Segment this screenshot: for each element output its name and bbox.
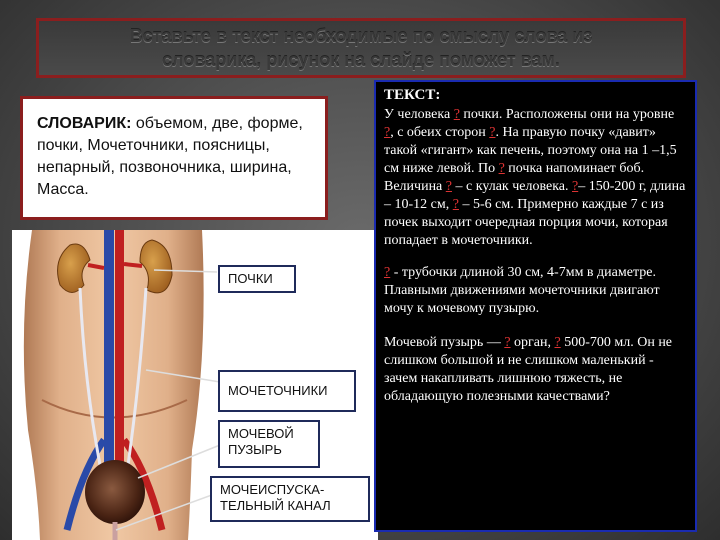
text-fragment: почки. Расположены они на уровне <box>459 107 675 122</box>
dictionary-box <box>20 96 328 220</box>
text-fragment: У человека <box>384 107 454 122</box>
text-fragment: – с кулак человека. <box>452 179 572 194</box>
label-urethra <box>210 476 370 522</box>
text-fragment: . На правую почку «давит» такой «гигант» как печень, поэтому она на 1 –1,5 см ниже левой. По <box>384 125 677 176</box>
text-fragment: , с обеих сторон <box>390 125 490 140</box>
text-fragment: почка напоминает боб. Величина <box>384 161 645 194</box>
text-heading: ТЕКСТ: <box>384 87 441 103</box>
text-paragraph-2 <box>384 264 687 318</box>
blank-marker: ? <box>453 107 460 122</box>
blank-marker: ? <box>384 125 391 140</box>
title-box <box>36 18 686 78</box>
aorta-shape <box>115 230 124 475</box>
slide-title-line1: Вставьте в текст необходимые по смыслу слова из <box>129 26 593 46</box>
label-ureters <box>218 370 356 412</box>
blank-marker: ? <box>489 125 496 140</box>
text-paragraph-3 <box>384 334 687 406</box>
label-kidneys <box>218 265 296 293</box>
slide-title <box>130 24 593 72</box>
blank-marker: ? <box>445 179 452 194</box>
label-ureters-text: МОЧЕТОЧНИКИ <box>228 383 328 398</box>
text-fragment: орган, <box>510 335 555 350</box>
text-fragment: – 5-6 см. Примерно каждые 7 с из почек выходит очередная порция мочи, которая попадает в мочеточники. <box>384 197 668 248</box>
text-fragment: 500-700 мл. Он не слишком большой и не слишком маленький - зачем накапливать лишнюю тяжесть, не обладающую полезными качествами? <box>384 335 673 404</box>
text-fragment: – 150-200 г, длина – 10-12 см, <box>384 179 686 212</box>
label-bladder-line2: ПУЗЫРЬ <box>228 442 282 457</box>
label-bladder <box>218 420 320 468</box>
dictionary-words: объемом, две, форме, почки, Мочеточники, поясницы, непарный, позвоночника, ширина, Масса. <box>37 115 303 198</box>
text-paragraph-1 <box>384 106 687 250</box>
text-panel <box>374 80 697 532</box>
label-bladder-line1: МОЧЕВОЙ <box>228 426 294 441</box>
dictionary-label: СЛОВАРИК: <box>37 115 132 132</box>
blank-marker: ? <box>504 335 511 350</box>
label-kidneys-text: ПОЧКИ <box>228 271 273 286</box>
slide-title-line2: словарика, рисунок на слайде поможет вам. <box>162 50 560 70</box>
blank-marker: ? <box>452 197 459 212</box>
blank-marker: ? <box>572 179 579 194</box>
blank-marker: ? <box>384 265 391 280</box>
label-urethra-line2: ТЕЛЬНЫЙ КАНАЛ <box>220 498 331 513</box>
text-fragment: - трубочки длиной 30 см, 4-7мм в диаметре. Плавными движениями мочеточники двигают мочу к мочевому пузырю. <box>384 265 660 316</box>
bladder-shape <box>85 460 145 524</box>
blank-marker: ? <box>554 335 561 350</box>
text-fragment: Мочевой пузырь — <box>384 335 505 350</box>
label-urethra-line1: МОЧЕИСПУСКА- <box>220 482 325 497</box>
blank-marker: ? <box>498 161 505 176</box>
